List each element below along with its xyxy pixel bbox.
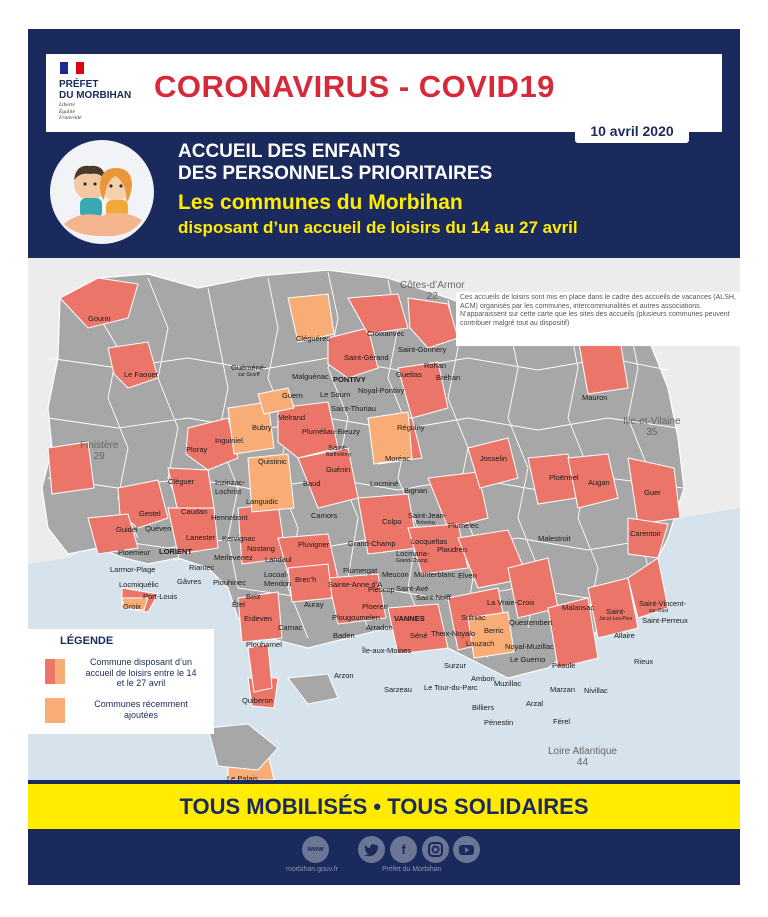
- place-label: Plaudren: [437, 545, 468, 554]
- headline-line-1: Les communes du Morbihan: [178, 191, 463, 214]
- region-ille-et-vilaine: [623, 416, 681, 438]
- place-label: Grand-Champ: [396, 558, 428, 564]
- place-label: Nostang: [247, 544, 275, 553]
- place-label: Billiers: [472, 703, 495, 712]
- place-label: Saint-Vincent-: [639, 599, 686, 608]
- place-label: Le Sourn: [320, 390, 351, 399]
- place-label: Berric: [484, 626, 504, 635]
- place-label: Ploray: [186, 445, 208, 454]
- republic-motto: Liberté Égalité Fraternité: [59, 102, 82, 121]
- place-label: Gourin: [88, 314, 111, 323]
- place-label: Bignan: [404, 486, 428, 495]
- place-label: Malguénac: [292, 372, 329, 381]
- place-label: Plescop: [368, 585, 395, 594]
- place-label: Réguiny: [397, 423, 425, 432]
- place-label: Melrand: [278, 413, 306, 422]
- place-label: Le Guerno: [510, 655, 546, 664]
- place-label: Plouhinec: [213, 578, 246, 587]
- place-label: sur-Scorff: [238, 372, 260, 378]
- place-label: VANNES: [394, 614, 425, 623]
- place-label: Brec’h: [295, 575, 317, 584]
- place-label: Croixanvec: [367, 329, 405, 338]
- place-label: Pénestin: [484, 718, 514, 727]
- place-label: Le Tour-du-Parc: [424, 683, 478, 692]
- region-cotes-darmor: [400, 280, 464, 302]
- place-label: Colpo: [382, 517, 402, 526]
- place-label: Noyal-Muzillac: [505, 642, 554, 651]
- place-label: Saint-: [606, 607, 626, 616]
- place-label: Kervignac: [222, 534, 256, 543]
- place-label: Gestel: [139, 509, 161, 518]
- place-label: Noyal-Pontivy: [358, 386, 405, 395]
- place-label: Ploeren: [362, 602, 388, 611]
- headline-line-2: disposant d’un accueil de loisirs du 14 au 27 avril: [178, 218, 578, 237]
- place-label: Saint-Nolff: [416, 593, 451, 602]
- place-label: Férel: [553, 717, 571, 726]
- place-label: Riantec: [189, 563, 215, 572]
- region-ille-name: Ille-et-Vilaine: [623, 416, 681, 427]
- place-label: Baud: [303, 479, 321, 488]
- place-label: sur-Oust: [649, 608, 669, 614]
- place-label: Lanester: [186, 533, 216, 542]
- place-label: Cléguer: [168, 477, 195, 486]
- subtitle-line-1: ACCUEIL DES ENFANTS: [178, 141, 401, 162]
- place-label: Augan: [588, 478, 610, 487]
- place-label: Monterblanc: [414, 570, 456, 579]
- place-label: Surzur: [444, 661, 467, 670]
- place-label: Sarzeau: [384, 685, 412, 694]
- subtitle: [178, 141, 492, 185]
- place-label: Sainte-Anne d’A: [328, 580, 383, 589]
- place-label: Saint-Perreux: [642, 616, 688, 625]
- morbihan-map: [28, 258, 740, 780]
- place-label: Languidic: [246, 497, 279, 506]
- place-label: Questembert: [509, 618, 553, 627]
- website-link[interactable]: morbihan.gouv.fr: [286, 866, 339, 873]
- region-ille-number: 35: [646, 427, 658, 438]
- place-label: Meucon: [382, 570, 409, 579]
- place-label: Pluvigner: [298, 540, 330, 549]
- place-label: Caudan: [181, 507, 208, 516]
- place-label: Séné: [410, 631, 428, 640]
- place-label: Locmiquélic: [119, 580, 159, 589]
- place-label: Landaul: [265, 555, 292, 564]
- instagram-icon[interactable]: [422, 836, 449, 863]
- prefecture-account: Préfet du Morbihan: [382, 866, 442, 873]
- place-label: Ambon: [471, 674, 495, 683]
- place-label: Gueltas: [396, 370, 422, 379]
- place-label: Rieux: [634, 657, 654, 666]
- place-label: Saint-: [328, 443, 348, 452]
- subtitle-line-2: DES PERSONNELS PRIORITAIRES: [178, 163, 493, 184]
- slogan-banner: TOUS MOBILISÉS • TOUS SOLIDAIRES: [28, 784, 740, 829]
- place-label: Muzillac: [494, 679, 522, 688]
- region-loire-number: 44: [576, 757, 589, 768]
- place-label: Camors: [311, 511, 338, 520]
- place-label: Locoal-: [264, 570, 289, 579]
- place-label: Saint-Jean-: [408, 511, 447, 520]
- region-finistere: [80, 440, 118, 462]
- place-label: Saint-Thuriau: [331, 404, 377, 413]
- place-label: Saint-Gérand: [344, 353, 389, 362]
- place-label: Guern: [282, 391, 303, 400]
- place-label: Groix: [123, 602, 141, 611]
- legend-swatch-accueil: [45, 659, 65, 684]
- place-label: Merlevenez: [214, 553, 253, 562]
- place-label: Le Faouet: [124, 370, 158, 379]
- region-loire-atlantique: [548, 746, 617, 768]
- place-label: Marzan: [550, 685, 576, 694]
- place-label: Malestroit: [538, 534, 571, 543]
- place-label: Pluméliau-Bieuzy: [302, 427, 360, 436]
- place-label: Plouharnel: [246, 640, 282, 649]
- map-legend: [28, 629, 214, 734]
- place-label: Guidel: [116, 525, 138, 534]
- place-label: Inguiniel: [215, 436, 243, 445]
- place-label: Brévelay: [416, 520, 436, 526]
- place-label: Nivillac: [584, 686, 608, 695]
- place-label: Bubry: [252, 423, 272, 432]
- place-label: Larmor-Plage: [110, 565, 156, 574]
- place-label: Cléguérec: [296, 334, 331, 343]
- place-label: LORIENT: [159, 547, 192, 556]
- place-label: Carnac: [278, 623, 303, 632]
- place-label: Mauron: [582, 393, 608, 402]
- place-label: Bréhan: [436, 373, 461, 382]
- region-cotes-name: Côtes-d’Armor: [400, 280, 465, 291]
- legend-title: LÉGENDE: [60, 635, 114, 647]
- region-finistere-number: 29: [93, 451, 105, 462]
- twitter-icon[interactable]: [358, 836, 385, 863]
- poster-title: CORONAVIRUS - COVID19: [154, 69, 555, 104]
- place-label: Gâvres: [177, 577, 202, 586]
- legend-swatch-added: [45, 698, 65, 723]
- region-finistere-name: Finistère: [80, 440, 119, 451]
- place-label: Arzal: [526, 699, 544, 708]
- place-label: Jacut-Les-Pins: [599, 616, 633, 622]
- place-label: Péaule: [552, 661, 576, 670]
- prefecture-name: PRÉFET DU MORBIHAN: [59, 79, 132, 101]
- place-label: Ploemeur: [118, 548, 151, 557]
- place-label: Île-aux-Moines: [362, 646, 412, 655]
- place-label: Elven: [458, 571, 477, 580]
- place-label: Belz: [246, 592, 261, 601]
- place-label: Guéméné-: [231, 363, 267, 372]
- place-label: Mendon: [264, 579, 292, 588]
- place-label: Malansac: [562, 603, 595, 612]
- place-label: PONTIVY: [333, 375, 366, 384]
- place-label: Carentoir: [630, 529, 661, 538]
- date-badge: 10 avril 2020: [575, 120, 689, 143]
- place-label: Quistinic: [258, 457, 287, 466]
- place-label: Grand-Champ: [348, 539, 396, 548]
- place-label: Inzinzac-: [215, 478, 246, 487]
- region-loire-name: Loire Atlantique: [548, 746, 617, 757]
- place-label: La Vraie-Croix: [487, 598, 535, 607]
- place-label: Port-Louis: [143, 592, 178, 601]
- place-label: Erdeven: [244, 614, 272, 623]
- place-label: Saint-Gonnery: [398, 345, 447, 354]
- place-label: Theix-Noyalo: [431, 629, 476, 638]
- place-label: Lochrist: [215, 487, 242, 496]
- children-illustration-icon: [50, 140, 154, 244]
- place-label: Allaire: [614, 631, 635, 640]
- place-label: Locminé: [370, 479, 399, 488]
- youtube-icon[interactable]: [453, 836, 480, 863]
- place-label: Plougoumelen: [332, 613, 380, 622]
- place-label: Sulniac: [461, 613, 486, 622]
- map-info-note: Ces accueils de loisirs sont mis en place dans le cadre des accueils de vacances (ALSH, ACM) organisés par les communes, intercommunalités et autres associations. N’apparaissent sur cette carte que les sites des accueils (plusieurs communes peuvent contribuer malgré tout au dispositif): [456, 292, 740, 346]
- marianne-flag-logo: [60, 62, 84, 74]
- place-label: Moréac: [385, 454, 411, 463]
- footer: [28, 829, 740, 885]
- place-label: Ploërmel: [549, 473, 579, 482]
- place-label: Étel: [232, 600, 245, 609]
- facebook-icon[interactable]: f: [390, 836, 417, 863]
- place-label: Quéven: [145, 524, 172, 533]
- legend-item-added: Communes récemment ajoutées: [94, 699, 188, 720]
- place-label: Guénin: [326, 465, 351, 474]
- globe-icon[interactable]: www: [302, 836, 329, 863]
- place-label: Plumelec: [448, 521, 479, 530]
- place-label: Rohan: [424, 361, 447, 370]
- place-label: Plumergat: [343, 566, 378, 575]
- place-label: Baden: [333, 631, 355, 640]
- place-label: Saint-Avé: [396, 584, 429, 593]
- place-label: Lauzach: [466, 639, 495, 648]
- legend-item-accueil: Commune disposant d’un accueil de loisirs entre le 14 et le 27 avril: [85, 657, 197, 688]
- place-label: Josselin: [480, 454, 508, 463]
- place-label: Barthélémy: [326, 452, 352, 458]
- place-label: Arzon: [334, 671, 354, 680]
- poster: [28, 29, 740, 885]
- place-label: Guer: [644, 488, 661, 497]
- place-label: Hennebont: [211, 513, 248, 522]
- place-label: Locqueltas: [411, 537, 448, 546]
- region-cotes-number: 22: [426, 291, 438, 302]
- golfe-island: [288, 674, 338, 704]
- place-label: Arradon: [366, 623, 393, 632]
- place-label: Locmaria-: [396, 549, 430, 558]
- place-label: Auray: [304, 600, 324, 609]
- place-label: Le Palais: [227, 774, 258, 780]
- place-label: Quiberon: [242, 696, 273, 705]
